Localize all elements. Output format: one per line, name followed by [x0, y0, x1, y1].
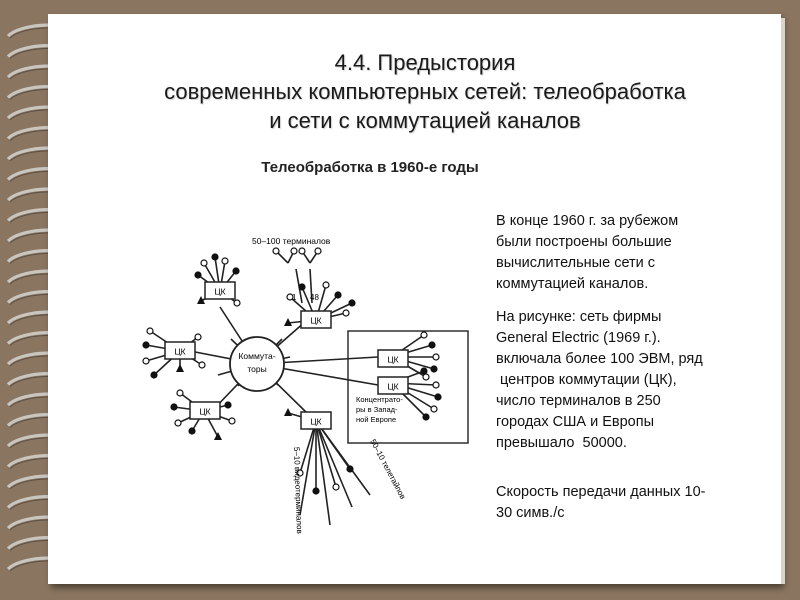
display-terminal — [176, 364, 184, 372]
terminal-number-48: 48 — [310, 293, 319, 302]
terminal-node — [151, 372, 157, 378]
terminal-node — [229, 418, 235, 424]
terminal-node — [177, 390, 183, 396]
videoterminals-label: 5–10 видеотерминалов — [292, 446, 305, 534]
terminal-node — [199, 362, 205, 368]
terminal-node — [195, 272, 201, 278]
ck-label: ЦК — [387, 381, 399, 392]
ck-label: ЦК — [310, 315, 322, 326]
terminal-node — [201, 260, 207, 266]
terminal-node — [195, 334, 201, 340]
paragraph-line: General Electric (1969 г.). — [496, 330, 661, 346]
title-line-1: 4.4. Предыстория — [334, 50, 516, 75]
terminal-node — [421, 332, 427, 338]
terminal-node — [291, 248, 297, 254]
terminal-node — [299, 284, 305, 290]
ck-label: ЦК — [310, 416, 322, 427]
paragraph-line: включала более 100 ЭВМ, ряд — [496, 351, 703, 367]
paragraph-figure — [496, 307, 766, 454]
slide-title — [60, 48, 790, 135]
ck-label: ЦК — [199, 406, 211, 417]
terminal-node — [349, 300, 355, 306]
hub-label-2: торы — [247, 364, 267, 374]
terminal-node — [315, 248, 321, 254]
paragraph-line: число терминалов в 250 — [496, 393, 661, 409]
terminal-node — [189, 428, 195, 434]
terminal-node — [431, 366, 437, 372]
concentrator-label-1: Концентрато- — [356, 395, 403, 404]
paragraph-intro — [496, 211, 766, 295]
terminal-node — [175, 420, 181, 426]
terminal-node — [333, 484, 339, 490]
terminal-node — [431, 406, 437, 412]
terminal-node — [222, 258, 228, 264]
paragraph-line: коммутацией каналов. — [496, 276, 649, 292]
terminal-node — [225, 402, 231, 408]
terminal-node — [347, 466, 353, 472]
terminal-node — [423, 414, 429, 420]
ck-label: ЦК — [174, 346, 186, 357]
terminal-node — [143, 358, 149, 364]
ck-label: ЦК — [387, 354, 399, 365]
terminal-node — [147, 328, 153, 334]
terminal-node — [323, 282, 329, 288]
ck-label: ЦК — [214, 286, 226, 297]
terminal-node — [212, 254, 218, 260]
paragraph-line: были построены большие — [496, 234, 672, 250]
terminals-label: 50–100 терминалов — [252, 236, 331, 246]
terminal-node — [233, 268, 239, 274]
paragraph-speed — [496, 482, 766, 524]
terminal-node — [335, 292, 341, 298]
terminal-node — [433, 354, 439, 360]
teletypes-label: 50–10 телетайпов — [368, 437, 408, 501]
concentrator-label-3: ной Европе — [356, 415, 397, 424]
terminal-link — [316, 421, 336, 487]
terminal-node — [435, 394, 441, 400]
paragraph-line: превышало 50000. — [496, 435, 627, 451]
terminal-node — [313, 488, 319, 494]
hub-label-1: Коммута- — [238, 351, 276, 361]
paragraph-line: центров коммутации (ЦК), — [496, 372, 677, 388]
display-terminal — [284, 408, 292, 416]
title-line-2: современных компьютерных сетей: телеобработка — [164, 79, 686, 104]
terminal-node — [343, 310, 349, 316]
slide-subtitle: Телеобработка в 1960-е годы — [261, 159, 479, 176]
concentrator-label-2: ры в Запад- — [356, 405, 398, 414]
paragraph-line: вычислительные сети с — [496, 255, 656, 271]
terminal-node — [273, 248, 279, 254]
paragraph-line: Скорость передачи данных 10- — [496, 484, 706, 500]
terminal-number-1: 1 — [292, 293, 297, 302]
paragraph-line: городах США и Европы — [496, 414, 655, 430]
network-diagram — [120, 225, 480, 535]
terminal-node — [433, 382, 439, 388]
paragraph-line: На рисунке: сеть фирмы — [496, 309, 662, 325]
terminal-node — [421, 368, 427, 374]
terminal-node — [429, 342, 435, 348]
terminal-node — [423, 374, 429, 380]
terminal-node — [143, 342, 149, 348]
paragraph-line: 30 симв./с — [496, 505, 565, 521]
paragraph-line: В конце 1960 г. за рубежом — [496, 213, 679, 229]
terminal-node — [234, 300, 240, 306]
title-line-3: и сети с коммутацией каналов — [269, 108, 581, 133]
terminal-node — [171, 404, 177, 410]
terminal-node — [299, 248, 305, 254]
